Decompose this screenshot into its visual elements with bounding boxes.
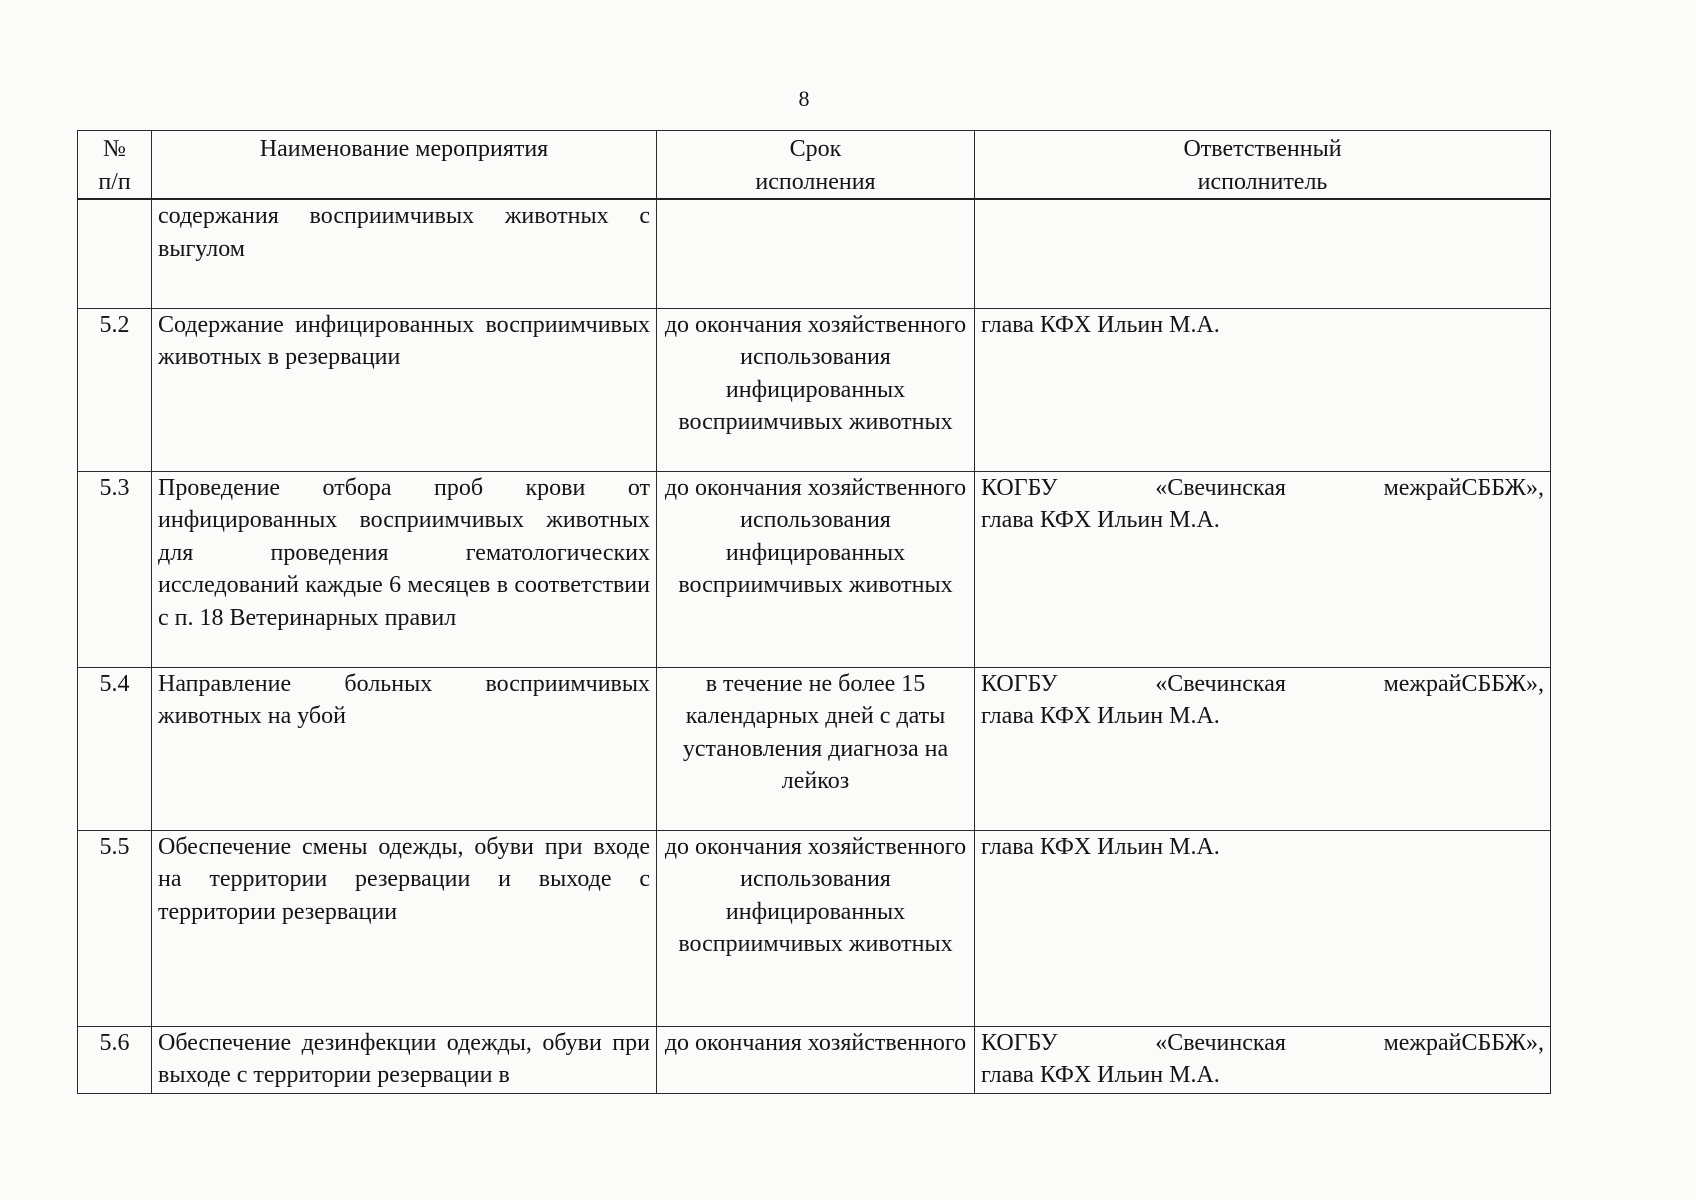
responsible-word: КОГБУ — [981, 1029, 1058, 1056]
header-term — [657, 131, 975, 200]
row-number: 5.2 — [78, 308, 152, 471]
header-num-line-2: п/п — [98, 168, 131, 195]
measure-term: до окончания хозяйственного использования инфицированных восприимчивых животных — [657, 308, 975, 471]
table-row — [78, 830, 1551, 1026]
measure-responsible — [975, 471, 1551, 667]
responsible-word: КОГБУ — [981, 670, 1058, 697]
table-row — [78, 667, 1551, 830]
responsible-word: «Свечинская — [1155, 1029, 1286, 1056]
measure-term: до окончания хозяйственного использования инфицированных восприимчивых животных — [657, 471, 975, 667]
responsible-line — [981, 1027, 1544, 1060]
responsible-line: глава КФХ Ильин М.А. — [981, 507, 1220, 533]
responsible-word: «Свечинская — [1155, 474, 1286, 501]
measure-name: содержания восприимчивых животных с выгулом — [152, 199, 657, 308]
measure-responsible — [975, 308, 1551, 471]
measure-name: Проведение отбора проб крови от инфицированных восприимчивых животных для проведения гематологических исследований каждые 6 месяцев в соответствии с п. 18 Ветеринарных правил — [152, 471, 657, 667]
responsible-line — [981, 472, 1544, 505]
header-num — [78, 131, 152, 200]
measure-name: Направление больных восприимчивых животных на убой — [152, 667, 657, 830]
header-resp-line-1: Ответственный — [1183, 136, 1342, 162]
header-name: Наименование мероприятия — [152, 131, 657, 200]
measure-name: Обеспечение дезинфекции одежды, обуви при выходе с территории резервации в — [152, 1026, 657, 1093]
measures-table — [77, 130, 1551, 1094]
measure-term: в течение не более 15 календарных дней с даты установления диагноза на лейкоз — [657, 667, 975, 830]
measure-name: Содержание инфицированных восприимчивых животных в резервации — [152, 308, 657, 471]
header-term-line-1: Срок — [789, 136, 842, 162]
measure-responsible — [975, 199, 1551, 308]
table-header — [78, 131, 1551, 200]
row-number: 5.6 — [78, 1026, 152, 1093]
header-term-line-2: исполнения — [755, 168, 876, 195]
table-row — [78, 471, 1551, 667]
measure-responsible — [975, 1026, 1551, 1093]
responsible-line: глава КФХ Ильин М.А. — [981, 1062, 1220, 1088]
row-number: 5.4 — [78, 667, 152, 830]
measure-name: Обеспечение смены одежды, обуви при входе на территории резервации и выходе с территории резервации — [152, 830, 657, 1026]
page-number: 8 — [798, 86, 810, 111]
header-resp — [975, 131, 1551, 200]
measure-term: до окончания хозяйственного — [657, 1026, 975, 1093]
responsible-word: межрайСББЖ», — [1383, 1029, 1544, 1056]
table-row — [78, 1026, 1551, 1093]
table-row — [78, 308, 1551, 471]
responsible-line — [981, 668, 1544, 701]
row-number: 5.5 — [78, 830, 152, 1026]
responsible-line: глава КФХ Ильин М.А. — [981, 833, 1220, 860]
measure-term — [657, 199, 975, 308]
header-resp-line-2: исполнитель — [1197, 168, 1328, 195]
row-number: 5.3 — [78, 471, 152, 667]
responsible-line: глава КФХ Ильин М.А. — [981, 311, 1220, 338]
responsible-word: межрайСББЖ», — [1383, 474, 1544, 501]
responsible-word: КОГБУ — [981, 474, 1058, 501]
measure-responsible — [975, 667, 1551, 830]
responsible-line: глава КФХ Ильин М.А. — [981, 703, 1220, 729]
measure-responsible — [975, 830, 1551, 1026]
responsible-word: межрайСББЖ», — [1383, 670, 1544, 697]
table-row — [78, 199, 1551, 308]
measure-term: до окончания хозяйственного использования инфицированных восприимчивых животных — [657, 830, 975, 1026]
row-number — [78, 199, 152, 308]
header-num-line-1: № — [103, 136, 126, 162]
responsible-word: «Свечинская — [1155, 670, 1286, 697]
